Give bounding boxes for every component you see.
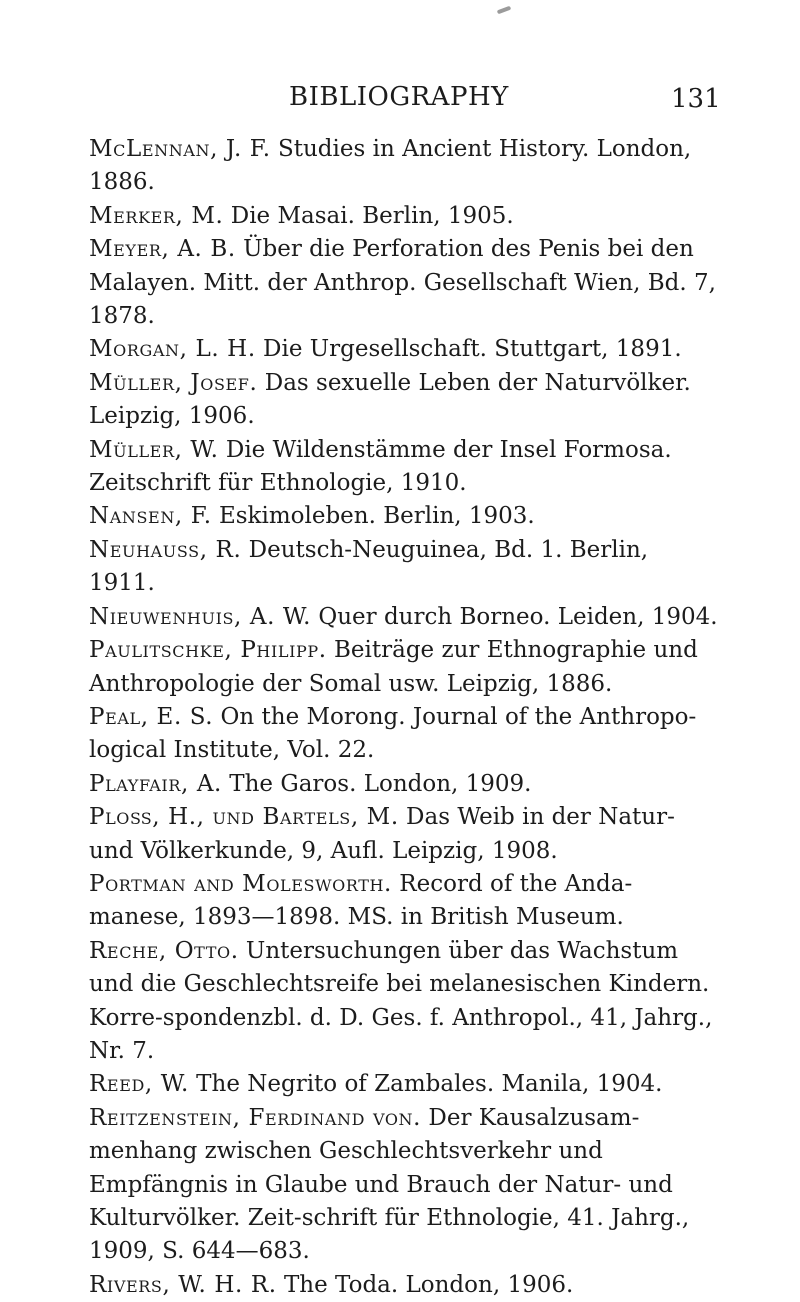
bibliography-entry <box>89 768 719 801</box>
entry-author: Merker, M. <box>89 202 224 229</box>
bibliography-entry <box>89 233 719 333</box>
entry-author: Ploß, H., und Bartels, M. <box>89 804 399 831</box>
entry-author: Müller, Josef. <box>89 369 258 396</box>
bibliography-entry <box>89 1068 719 1101</box>
entry-author: Portman and Molesworth. <box>89 870 392 897</box>
bibliography-entry <box>89 333 719 366</box>
entry-text: Über die Perforation des Penis bei den Malayen. Mitt. der Anthrop. Gesellschaft Wien, Bd. 7, 1878. <box>89 236 716 330</box>
entry-text: The Toda. London, 1906. <box>276 1271 574 1298</box>
bibliography-entry <box>89 1102 719 1269</box>
entry-author: Reed, W. <box>89 1071 189 1098</box>
bibliography-entry <box>89 801 719 868</box>
ink-smudge <box>497 6 512 15</box>
bibliography-entry <box>89 500 719 533</box>
entry-text: Beiträge zur Ethnographie und Anthropologie der Somal usw. Leipzig, 1886. <box>89 637 698 697</box>
entry-text: The Garos. London, 1909. <box>221 770 532 797</box>
entry-text: Studies in Ancient History. London, 1886. <box>89 136 692 196</box>
entry-text: Die Urgesellschaft. Stuttgart, 1891. <box>255 336 682 363</box>
entry-text: Die Masai. Berlin, 1905. <box>223 202 514 229</box>
entry-author: McLennan, J. F. <box>89 136 271 162</box>
entry-author: Rivers, W. H. R. <box>89 1271 277 1298</box>
entry-author: Nansen, F. <box>89 503 212 530</box>
entry-author: Nieuwenhuis, A. W. <box>89 603 312 630</box>
entry-text: Eskimoleben. Berlin, 1903. <box>211 503 535 530</box>
entry-text: Record of the Anda-manese, 1893—1898. MS. in British Museum. <box>89 870 633 931</box>
bibliography-entry <box>89 200 719 233</box>
bibliography-entry <box>89 367 719 434</box>
entry-author: Reche, Otto. <box>89 937 239 964</box>
entry-text: The Negrito of Zambales. Manila, 1904. <box>188 1071 663 1098</box>
bibliography-entry <box>89 434 719 501</box>
bibliography-entry <box>89 634 719 701</box>
entry-author: Neuhauss, R. <box>89 536 242 563</box>
entry-author: Müller, W. <box>89 436 219 463</box>
entry-author: Paulitschke, Philipp. <box>89 637 327 664</box>
bibliography-entry <box>89 701 719 768</box>
entry-text: Quer durch Borneo. Leiden, 1904. <box>311 603 718 630</box>
bibliography-entry <box>89 601 719 634</box>
bibliography-entry <box>89 1269 719 1302</box>
entry-author: Morgan, L. H. <box>89 336 256 363</box>
page-number: 131 <box>671 84 721 114</box>
entry-text: On the Morong. Journal of the Anthropo-logical Institute, Vol. 22. <box>89 703 697 764</box>
bibliography-entry <box>89 133 719 200</box>
bibliography-entry <box>89 935 719 1069</box>
running-title: BIBLIOGRAPHY <box>289 82 509 112</box>
entry-text: Untersuchungen über das Wachstum und die Geschlechtsreife bei melanesischen Kindern. Korre-spondenzbl. d. D. Ges. f. Anthropol., 41, Jahrg., Nr. 7. <box>89 937 713 1064</box>
entry-text: Das sexuelle Leben der Naturvölker. Leipzig, 1906. <box>89 369 691 430</box>
bibliography-entry <box>89 534 719 601</box>
entry-author: Peal, E. S. <box>89 703 214 730</box>
entry-text: Die Wildenstämme der Insel Formosa. Zeitschrift für Ethnologie, 1910. <box>89 436 672 497</box>
entry-author: Meyer, A. B. <box>89 236 236 263</box>
bibliography-list <box>89 133 719 1302</box>
entry-text: Der Kausalzusam-menhang zwischen Geschlechtsverkehr und Empfängnis in Glaube und Brauch der Natur- und Kulturvölker. Zeit-schrift für Ethnologie, 41. Jahrg., 1909, S. 644—683. <box>89 1104 690 1265</box>
entry-author: Playfair, A. <box>89 770 222 797</box>
entry-author: Reitzenstein, Ferdinand von. <box>89 1104 422 1131</box>
entry-text: Deutsch-Neuguinea, Bd. 1. Berlin, 1911. <box>89 536 649 597</box>
page-header <box>0 80 800 120</box>
bibliography-entry <box>89 868 719 935</box>
entry-text: Das Weib in der Natur- und Völkerkunde, 9, Aufl. Leipzig, 1908. <box>89 804 675 864</box>
